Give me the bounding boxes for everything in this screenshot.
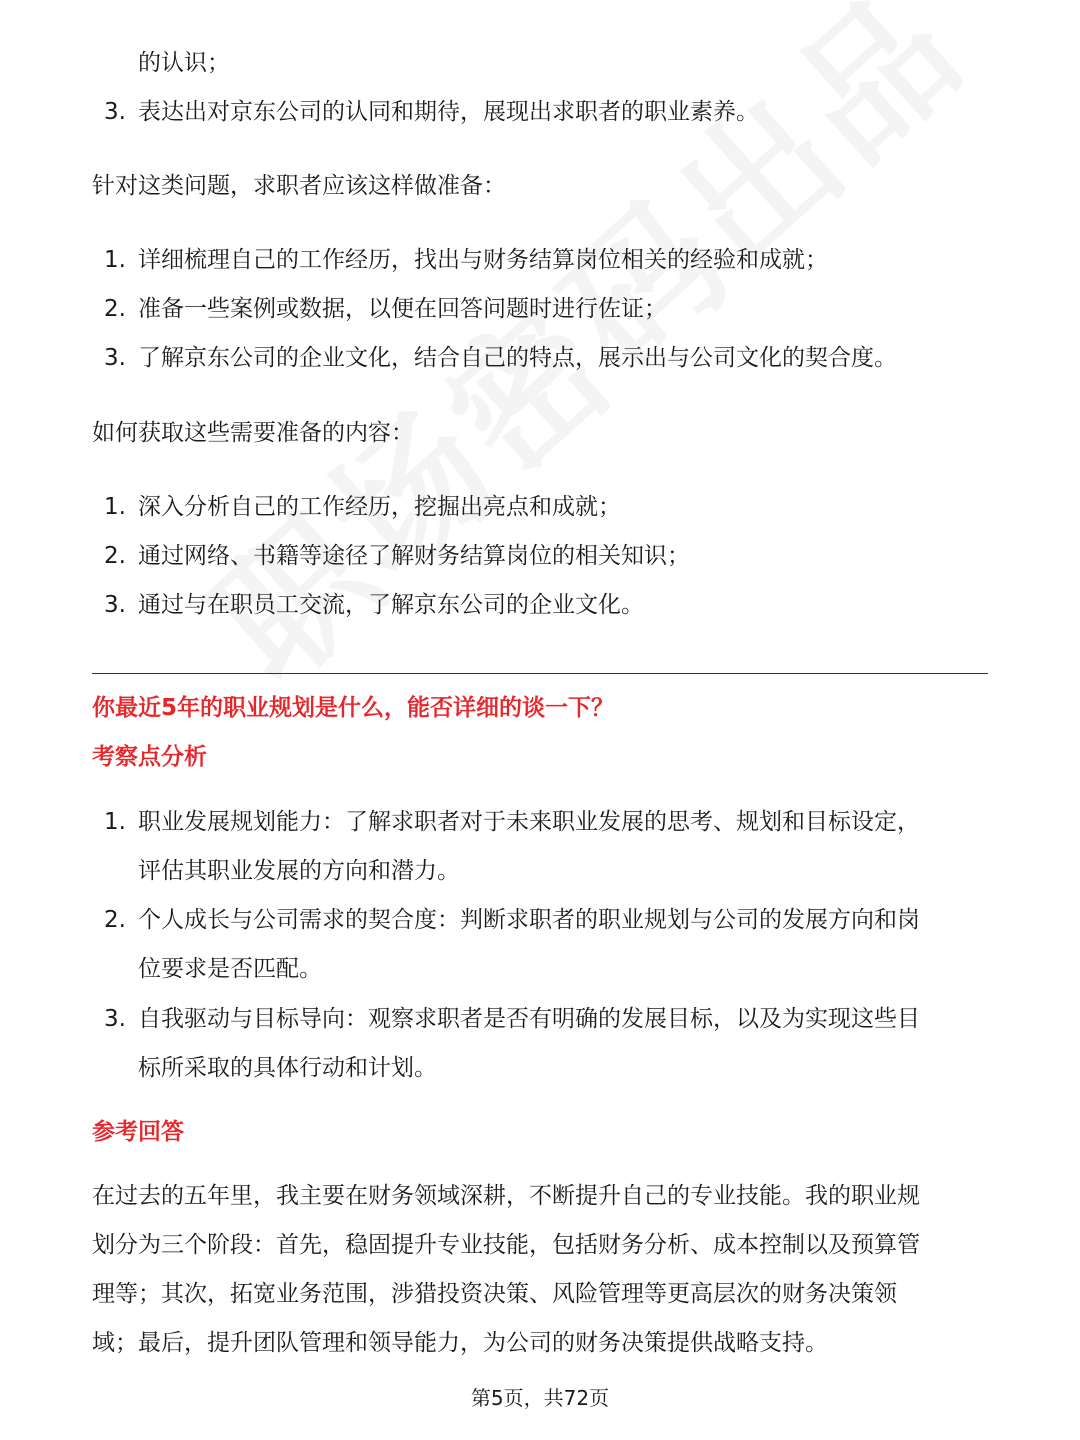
answer-paragraph-line: 划分为三个阶段：首先，稳固提升专业技能，包括财务分析、成本控制以及预算管 — [92, 1232, 920, 1258]
question-heading: 你最近5年的职业规划是什么，能否详细的谈一下？ — [92, 695, 615, 721]
list-item-number: 1. — [104, 247, 126, 273]
list-item-number: 2. — [104, 296, 126, 322]
obtain-intro-paragraph: 如何获取这些需要准备的内容： — [92, 420, 414, 446]
list-item-text: 职业发展规划能力：了解求职者对于未来职业发展的思考、规划和目标设定， — [138, 809, 920, 835]
list-item-text: 自我驱动与目标导向：观察求职者是否有明确的发展目标，以及为实现这些目 — [138, 1006, 920, 1032]
page-number: 第5页，共72页 — [470, 1386, 610, 1410]
analysis-heading: 考察点分析 — [92, 744, 207, 770]
answer-paragraph-line: 理等；其次，拓宽业务范围，涉猎投资决策、风险管理等更高层次的财务决策领 — [92, 1281, 897, 1307]
list-item-number: 1. — [104, 494, 126, 520]
list-item-text: 详细梳理自己的工作经历，找出与财务结算岗位相关的经验和成就； — [138, 247, 828, 273]
answer-paragraph-line: 在过去的五年里，我主要在财务领域深耕，不断提升自己的专业技能。我的职业规 — [92, 1183, 920, 1209]
list-item-text: 通过网络、书籍等途径了解财务结算岗位的相关知识； — [138, 543, 690, 569]
list-item-text: 深入分析自己的工作经历，挖掘出亮点和成就； — [138, 494, 621, 520]
list-item-text: 通过与在职员工交流，了解京东公司的企业文化。 — [138, 592, 644, 618]
list-item-text: 表达出对京东公司的认同和期待，展现出求职者的职业素养。 — [138, 99, 759, 125]
list-item-text: 位要求是否匹配。 — [138, 956, 322, 982]
list-item-number: 2. — [104, 907, 126, 933]
list-item-number: 3. — [104, 99, 126, 125]
list-item-text: 评估其职业发展的方向和潜力。 — [138, 858, 460, 884]
prep-intro-paragraph: 针对这类问题，求职者应该这样做准备： — [92, 173, 506, 199]
answer-heading: 参考回答 — [92, 1119, 184, 1145]
answer-paragraph-line: 域；最后，提升团队管理和领导能力，为公司的财务决策提供战略支持。 — [92, 1330, 828, 1356]
list-item-number: 3. — [104, 592, 126, 618]
list-item-number: 3. — [104, 1006, 126, 1032]
list-item-number: 1. — [104, 809, 126, 835]
list-item-number: 2. — [104, 543, 126, 569]
list-item-text: 准备一些案例或数据，以便在回答问题时进行佐证； — [138, 296, 667, 322]
list-item-number: 3. — [104, 345, 126, 371]
list-item-text: 了解京东公司的企业文化，结合自己的特点，展示出与公司文化的契合度。 — [138, 345, 897, 371]
list-item-continuation: 的认识； — [138, 50, 230, 76]
list-item-text: 个人成长与公司需求的契合度：判断求职者的职业规划与公司的发展方向和岗 — [138, 907, 920, 933]
section-divider — [92, 673, 988, 674]
list-item-text: 标所采取的具体行动和计划。 — [138, 1055, 437, 1081]
